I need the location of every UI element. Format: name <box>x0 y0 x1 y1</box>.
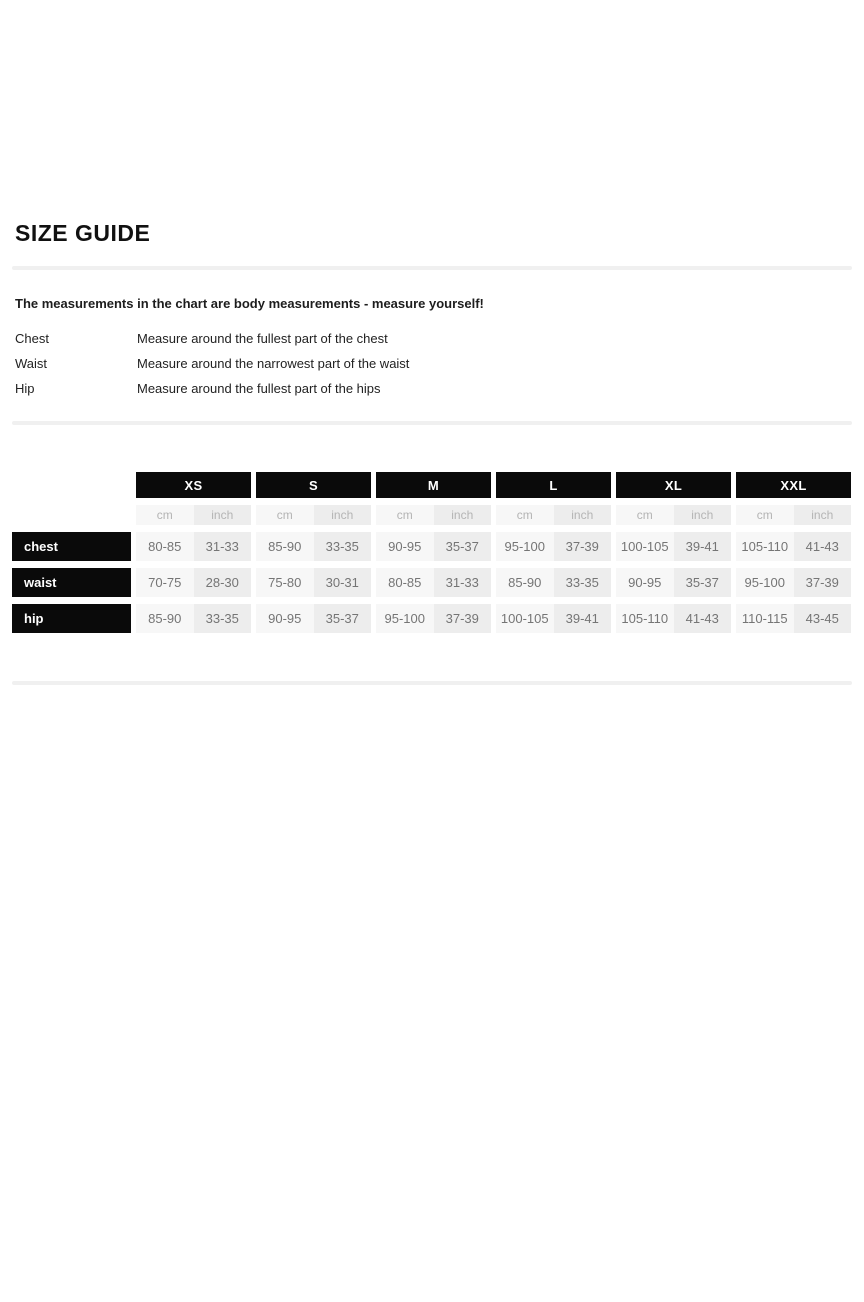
row-label-chest: chest <box>12 532 131 561</box>
cell-waist-s-inch: 30-31 <box>314 568 372 597</box>
intro-headline: The measurements in the chart are body measurements - measure yourself! <box>15 296 484 311</box>
size-column-header-l: L <box>496 472 611 498</box>
cell-chest-xxl-inch: 41-43 <box>794 532 852 561</box>
size-column-header-xs: XS <box>136 472 251 498</box>
size-column-header-xl: XL <box>616 472 731 498</box>
cell-hip-xl-cm: 105-110 <box>616 604 674 633</box>
cell-hip-s-inch: 35-37 <box>314 604 372 633</box>
cell-hip-xs-inch: 33-35 <box>194 604 252 633</box>
cell-hip-m-inch: 37-39 <box>434 604 492 633</box>
unit-header-l-inch: inch <box>554 505 612 525</box>
cell-chest-xs-inch: 31-33 <box>194 532 252 561</box>
section-divider-bottom <box>12 681 852 685</box>
unit-header-s-inch: inch <box>314 505 372 525</box>
unit-header-xxl-cm: cm <box>736 505 794 525</box>
size-guide-page <box>0 222 864 685</box>
unit-header-xs-cm: cm <box>136 505 194 525</box>
size-guide-table <box>12 472 851 633</box>
cell-waist-m-inch: 31-33 <box>434 568 492 597</box>
cell-hip-xxl-cm: 110-115 <box>736 604 794 633</box>
cell-hip-l-inch: 39-41 <box>554 604 612 633</box>
cell-hip-s-cm: 90-95 <box>256 604 314 633</box>
size-column-header-m: M <box>376 472 491 498</box>
cell-chest-xs-cm: 80-85 <box>136 532 194 561</box>
section-divider-top <box>12 266 852 270</box>
unit-header-m-cm: cm <box>376 505 434 525</box>
size-column-header-xxl: XXL <box>736 472 851 498</box>
cell-chest-xl-inch: 39-41 <box>674 532 732 561</box>
cell-waist-m-cm: 80-85 <box>376 568 434 597</box>
cell-hip-m-cm: 95-100 <box>376 604 434 633</box>
cell-hip-xs-cm: 85-90 <box>136 604 194 633</box>
cell-chest-l-inch: 37-39 <box>554 532 612 561</box>
definition-term-waist: Waist <box>15 356 48 371</box>
measurement-definition-row <box>15 351 864 376</box>
unit-header-l-cm: cm <box>496 505 554 525</box>
definition-description-waist: Measure around the narrowest part of the waist <box>137 356 410 371</box>
definition-term-chest: Chest <box>15 331 49 346</box>
cell-waist-l-cm: 85-90 <box>496 568 554 597</box>
unit-header-xxl-inch: inch <box>794 505 852 525</box>
definition-term-hip: Hip <box>15 381 35 396</box>
cell-hip-xxl-inch: 43-45 <box>794 604 852 633</box>
measurement-definition-row <box>15 376 864 401</box>
cell-chest-l-cm: 95-100 <box>496 532 554 561</box>
measurement-definitions <box>15 326 864 401</box>
definition-description-hip: Measure around the fullest part of the hips <box>137 381 381 396</box>
unit-header-xl-inch: inch <box>674 505 732 525</box>
unit-header-s-cm: cm <box>256 505 314 525</box>
unit-header-xs-inch: inch <box>194 505 252 525</box>
page-title: SIZE GUIDE <box>15 220 151 246</box>
cell-waist-l-inch: 33-35 <box>554 568 612 597</box>
cell-chest-m-inch: 35-37 <box>434 532 492 561</box>
cell-hip-xl-inch: 41-43 <box>674 604 732 633</box>
row-label-waist: waist <box>12 568 131 597</box>
cell-waist-xl-cm: 90-95 <box>616 568 674 597</box>
cell-chest-s-inch: 33-35 <box>314 532 372 561</box>
unit-header-xl-cm: cm <box>616 505 674 525</box>
cell-chest-xl-cm: 100-105 <box>616 532 674 561</box>
cell-waist-xl-inch: 35-37 <box>674 568 732 597</box>
cell-chest-s-cm: 85-90 <box>256 532 314 561</box>
unit-header-m-inch: inch <box>434 505 492 525</box>
measurement-definition-row <box>15 326 864 351</box>
cell-waist-xxl-inch: 37-39 <box>794 568 852 597</box>
cell-chest-xxl-cm: 105-110 <box>736 532 794 561</box>
cell-chest-m-cm: 90-95 <box>376 532 434 561</box>
cell-waist-s-cm: 75-80 <box>256 568 314 597</box>
cell-waist-xs-inch: 28-30 <box>194 568 252 597</box>
size-column-header-s: S <box>256 472 371 498</box>
definition-description-chest: Measure around the fullest part of the chest <box>137 331 388 346</box>
row-label-hip: hip <box>12 604 131 633</box>
cell-hip-l-cm: 100-105 <box>496 604 554 633</box>
cell-waist-xxl-cm: 95-100 <box>736 568 794 597</box>
section-divider-middle <box>12 421 852 425</box>
cell-waist-xs-cm: 70-75 <box>136 568 194 597</box>
